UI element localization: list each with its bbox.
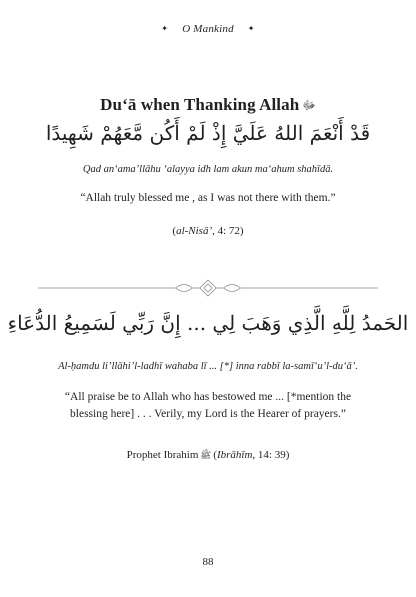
translation-2: “All praise be to Allah who has bestowed me ... [*mention the blessing here] . . . Verily, my Lord is the Hearer of prayers.” (64, 391, 352, 420)
ornament-right-icon: ✦ (247, 24, 255, 33)
ornamental-divider (0, 278, 416, 298)
header-title: O Mankind (182, 23, 234, 35)
running-header (0, 23, 416, 35)
honorific-glyph: ﷻ (302, 98, 316, 112)
reference-2: Prophet Ibrahim ﷺ (Ibrāhīm, 14: 39) (126, 449, 290, 461)
reference-2-source: Ibrāhīm (216, 449, 253, 461)
reference-2-verse: , 14: 39) (252, 449, 290, 461)
section-heading (0, 95, 416, 115)
ornament-left-icon: ✦ (161, 24, 169, 33)
reference-2-prophet: Prophet Ibrahim (126, 449, 199, 461)
arabic-verse-2: الحَمدُ لِلَّهِ الَّذِي وَهَبَ لِي ... إِنَّ رَبِّي لَسَمِيعُ الدُّعَاءِ (7, 311, 409, 335)
arabic-verse-1: قَدْ أَنْعَمَ اللهُ عَلَيَّ إِذْ لَمْ أَكُن مَّعَهُمْ شَهِيدًا (45, 121, 371, 145)
heading-text: Du‘ā when Thanking Allah (100, 95, 300, 114)
transliteration-2: Al-ḥamdu li’llāhi’l-ladhī wahaba lī ... [*] inna rabbī la-samī‘u’l-du‘ā’. (58, 361, 358, 372)
honorific-glyph-2: ﷺ (200, 450, 212, 460)
page-number: 88 (202, 556, 214, 568)
transliteration-1: Qad an‘ama’llāhu ‘alayya idh lam akun ma‘ahum shahīdā. (82, 164, 334, 175)
translation-1: “Allah truly blessed me , as I was not there with them.” (80, 192, 336, 204)
reference-1-source: al-Nisā’ (176, 225, 213, 237)
reference-1-verse: , 4: 72) (212, 225, 244, 237)
reference-1: (al-Nisā’, 4: 72) (172, 225, 244, 237)
